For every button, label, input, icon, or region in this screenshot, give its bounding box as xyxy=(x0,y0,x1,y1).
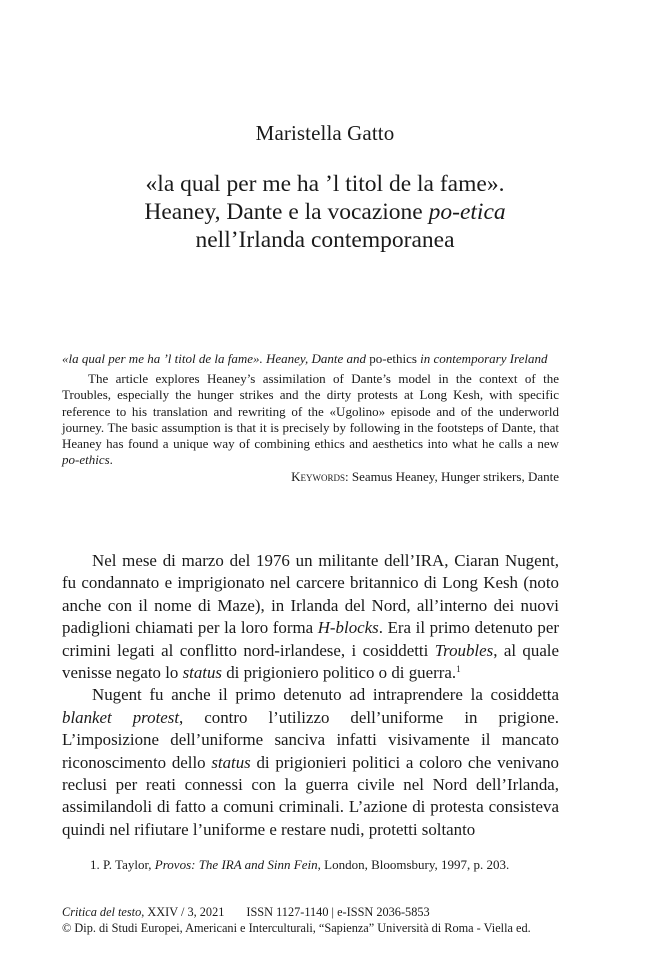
abstract-text-end: . xyxy=(109,452,113,468)
keywords xyxy=(62,469,559,485)
abstract xyxy=(62,351,559,486)
p2-italic-1: blanket protest xyxy=(62,707,180,727)
title-line-2-text: Heaney, Dante e la vocazione xyxy=(144,199,429,225)
abstract-title-part-2: po-ethics xyxy=(369,351,417,366)
p1-text-d: di prigioniero politico o di guerra. xyxy=(222,663,457,683)
journal-name: Critica del testo xyxy=(62,905,142,919)
p1-text-c: , al quale venisse negato lo xyxy=(62,640,559,683)
keywords-label: Keywords xyxy=(291,469,346,485)
journal-issue: , XXIV / 3, 2021 xyxy=(141,905,225,919)
abstract-title-part-3: in contemporary Ireland xyxy=(416,351,548,366)
paragraph-1 xyxy=(62,550,559,684)
p1-italic-2: Troubles xyxy=(434,640,494,660)
footnote-ref-1[interactable]: 1 xyxy=(456,664,461,675)
abstract-text xyxy=(62,371,559,468)
abstract-title-part-1: «la qual per me ha ’l titol de la fame». Heaney, Dante and xyxy=(62,351,370,366)
p2-text-a: Nugent fu anche il primo detenuto ad intraprendere la cosiddetta xyxy=(92,685,559,705)
footnote-text-b: , London, Bloomsbury, 1997, p. 203. xyxy=(317,857,510,872)
body-text xyxy=(62,550,559,841)
page-footer xyxy=(62,905,559,936)
p2-italic-2: status xyxy=(211,752,251,772)
footnote-1 xyxy=(62,857,559,873)
author-name: Maristella Gatto xyxy=(255,121,395,145)
title-line-2 xyxy=(0,198,650,226)
abstract-text-main: The article explores Heaney’s assimilation of Dante’s model in the context of the Troubles, especially the hunger strikes and the dirty protests at Long Kesh, with specific reference to his translation and rewriting of the «Ugolino» episode and of the underworld journey. The basic assumption is that it is precisely by following in the footsteps of Dante, that Heaney has found a unique way of combining ethics and aesthetics into what he calls a new xyxy=(62,371,559,452)
footer-line-2: © Dip. di Studi Europei, Americani e Interculturali, “Sapienza” Università di Roma - Viella ed. xyxy=(62,920,531,935)
footnote-text-a: 1. P. Taylor, xyxy=(90,857,155,872)
keywords-list: : Seamus Heaney, Hunger strikers, Dante xyxy=(345,469,559,485)
p1-text-a: Nel mese di marzo del 1976 un militante dell’IRA, Ciaran Nugent, fu condannato e imprigionato nel carcere britannico di Long Kesh (noto anche con il nome di Maze), in Irlanda del Nord, all’interno dei nuovi padiglioni chiamati per la loro forma xyxy=(62,551,559,638)
title-line-1: «la qual per me ha ’l titol de la fame». xyxy=(145,171,505,197)
abstract-title xyxy=(62,351,559,367)
p1-italic-1: H-blocks xyxy=(317,618,379,638)
footnote-italic: Provos: The IRA and Sinn Fein xyxy=(154,857,318,872)
p2-text-b: , contro l’utilizzo dell’uniforme in prigione. L’imposizione dell’uniforme sanciva infatti visivamente il mancato riconoscimento dello xyxy=(62,707,559,772)
title-line-3: nell’Irlanda contemporanea xyxy=(195,227,455,253)
p2-text-c: di prigionieri politici a coloro che venivano reclusi per reati connessi con la guerra civile nel Nord dell’Irlanda, assimilandoli di fatto a comuni criminali. L’azione di protesta consisteva quindi nel rifiutare l’uniforme e restare nudi, protetti soltanto xyxy=(62,752,559,839)
issn: ISSN 1127-1140 | e-ISSN 2036-5853 xyxy=(246,905,430,919)
article-title xyxy=(0,170,650,254)
title-line-2-italic: po-etica xyxy=(428,199,506,225)
p1-text-b: . Era il primo detenuto per crimini legati al conflitto nord-irlandese, i cosiddetti xyxy=(62,618,559,660)
p1-italic-3: status xyxy=(182,663,222,683)
footer-line-1 xyxy=(62,905,559,921)
paragraph-2 xyxy=(62,684,559,841)
abstract-text-italic: po-ethics xyxy=(62,452,110,468)
